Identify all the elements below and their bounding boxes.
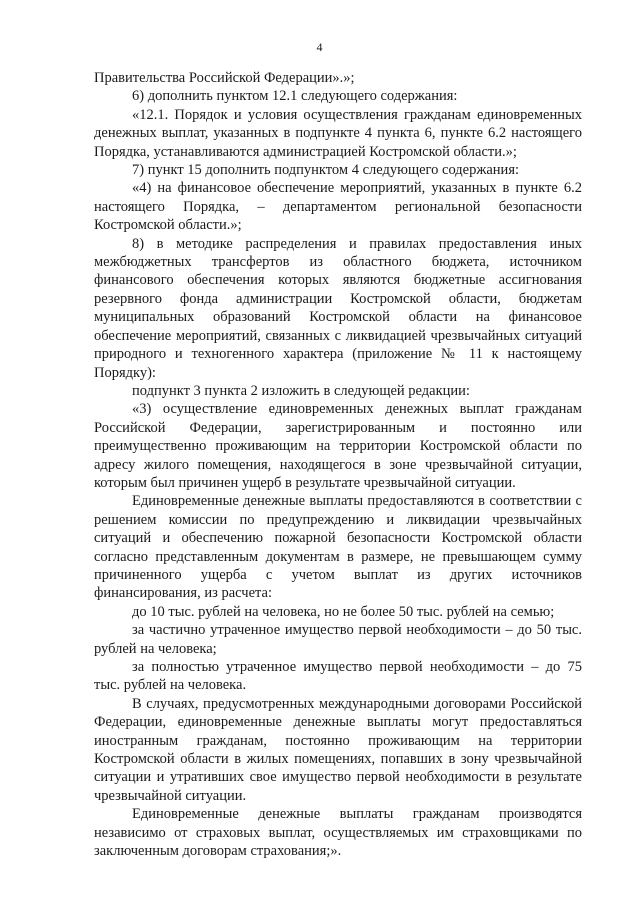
paragraph-rate-full-loss: за полностью утраченное имущество первой необходимости – до 75 тыс. рублей на человека. (94, 659, 582, 694)
paragraph-item-6: 6) дополнить пунктом 12.1 следующего содержания: (132, 88, 458, 105)
paragraph-subclause-3: «3) осуществление единовременных денежных выплат гражданам Российской Федерации, зарегистрированным и постоянно или преимущественно проживающим на территории Костромской области по адресу жилого помещения, находящегося в зоне чрезвычайной ситуации, которым был причинен ущерб в результате чрезвычайной ситуации. (94, 401, 582, 491)
paragraph-rate-partial-loss: за частично утраченное имущество первой необходимости – до 50 тыс. рублей на человека; (94, 622, 582, 657)
page-number: 4 (316, 40, 323, 54)
paragraph-foreign-citizens: В случаях, предусмотренных международными договорами Российской Федерации, единовременные денежные выплаты могут предоставляться иностранным гражданам, постоянно проживающим на территории Костромской области в жилых помещениях, попавших в зону чрезвычайной ситуации и утративших свое имущество первой необходимости в результате чрезвычайной ситуации. (94, 695, 582, 804)
paragraph-subclause-4: «4) на финансовое обеспечение мероприятий, указанных в пункте 6.2 настоящего Порядка, – департаментом региональной безопасности Костромской области.»; (94, 180, 582, 234)
paragraph-rate-per-person: до 10 тыс. рублей на человека, но не более 50 тыс. рублей на семью; (132, 603, 555, 620)
document-body (94, 69, 582, 860)
paragraph-insurance-independence: Единовременные денежные выплаты гражданам производятся независимо от страховых выплат, осуществляемых им страховщиками по заключенным договорам страхования;». (94, 806, 582, 860)
paragraph-item-8: 8) в методике распределения и правилах предоставления иных межбюджетных трансфертов из областного бюджета, источником финансового обеспечения которых являются бюджетные ассигнования резервного фонда администрации Костромской области, бюджетам муниципальных образований Костромской области на финансовое обеспечение мероприятий, связанных с ликвидацией чрезвычайных ситуаций природного и техногенного характера (приложение № 11 к настоящему Порядку): (94, 235, 582, 381)
paragraph-government-reference: Правительства Российской Федерации».»; (94, 70, 355, 86)
paragraph-clause-12-1: «12.1. Порядок и условия осуществления гражданам единовременных денежных выплат, указанных в подпункте 4 пункта 6, пункте 6.2 настоящего Порядка, устанавливаются администрацией Костромской области.»; (94, 106, 582, 160)
paragraph-payments-provision: Единовременные денежные выплаты предоставляются в соответствии с решением комиссии по предупреждению и ликвидации чрезвычайных ситуаций и обеспечению пожарной безопасности Костромской области согласно представленным документам в размере, не превышающем сумму причиненного ущерба с учетом выплат из других источников финансирования, из расчета: (94, 493, 582, 602)
paragraph-subclause-3-heading: подпункт 3 пункта 2 изложить в следующей редакции: (132, 382, 470, 399)
paragraph-item-7: 7) пункт 15 дополнить подпунктом 4 следующего содержания: (132, 162, 520, 179)
